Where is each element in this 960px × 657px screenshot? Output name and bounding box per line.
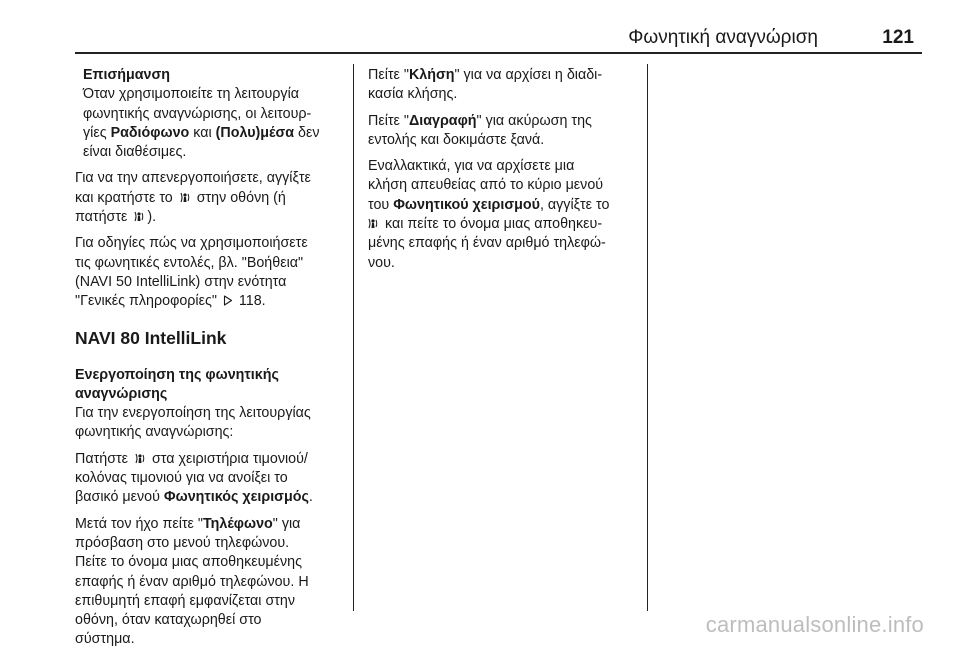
text-line: (NAVI 50 IntelliLink) στην ενότητα <box>75 273 287 290</box>
text-run: Πείτε " <box>368 67 409 83</box>
text-run: πατήστε <box>75 209 132 226</box>
voice-command-icon <box>180 191 190 204</box>
text-run: Μετά τον ήχο πείτε " <box>75 515 203 532</box>
text-line <box>368 66 633 85</box>
watermark: carmanualsonline.info <box>705 612 924 637</box>
text-run: " για ακύρωση της <box>476 112 592 129</box>
text-run: , αγγίξτε το <box>539 196 610 213</box>
page-reference-arrow-icon <box>223 295 233 306</box>
bold-term-delete: Διαγραφή <box>408 112 477 129</box>
text-line: εντολής και δοκιμάστε ξανά. <box>368 131 545 148</box>
text-line <box>75 450 345 469</box>
page-number: 121 <box>882 27 914 48</box>
voice-command-icon <box>135 452 145 465</box>
voice-command-icon <box>368 217 378 230</box>
page-reference-link[interactable]: 118. <box>234 293 266 310</box>
text-run: στην οθόνη (ή <box>192 189 286 206</box>
text-line <box>368 112 633 131</box>
column-divider-left <box>353 64 354 611</box>
note-title: Επισήμανση <box>83 67 170 83</box>
paragraph-help-reference <box>75 234 345 311</box>
text-line: σύστημα. <box>75 631 135 648</box>
text-line: πρόσβαση στο μενού τηλεφώνου. <box>75 534 290 551</box>
paragraph-deactivate <box>75 169 345 227</box>
text-line <box>75 208 345 227</box>
text-line: Για την ενεργοποίηση της λειτουργίας <box>75 405 311 422</box>
paragraph-call <box>368 66 633 105</box>
paragraph-phone <box>75 515 345 650</box>
text-run: "Γενικές πληροφορίες" <box>75 293 221 310</box>
text-line: τις φωνητικές εντολές, βλ. "Βοήθεια" <box>75 254 304 271</box>
section-heading: NAVI 80 IntelliLink <box>75 327 227 348</box>
text-line: είναι διαθέσιμες. <box>83 144 187 161</box>
bold-term-media: (Πολυ)μέσα <box>215 124 295 141</box>
paragraph-alternative <box>368 157 633 273</box>
subsection-activation <box>75 366 345 443</box>
text-line <box>75 189 345 208</box>
text-run: Πατήστε <box>75 450 133 467</box>
voice-command-icon <box>134 210 144 223</box>
text-line: επαφής ή έναν αριθμό τηλεφώνου. Η <box>75 573 309 590</box>
text-line: φωνητικής αναγνώρισης: <box>75 424 234 441</box>
text-line: Όταν χρησιμοποιείτε τη λειτουργία <box>83 86 300 103</box>
column-divider-right <box>647 64 648 611</box>
right-column <box>368 66 633 280</box>
text-line <box>75 292 345 311</box>
text-line: επιθυμητή επαφή εμφανίζεται στην <box>75 592 296 609</box>
text-line: νου. <box>368 254 395 271</box>
header-title: Φωνητική αναγνώριση <box>628 27 818 48</box>
text-run: " για να αρχίσει η διαδι- <box>454 67 603 83</box>
subsection-heading: αναγνώρισης <box>75 385 168 402</box>
text-line: κασία κλήσης. <box>368 86 458 103</box>
text-run: ). <box>147 209 157 226</box>
left-column <box>75 66 345 657</box>
text-run: του <box>368 196 394 213</box>
text-line: Πείτε το όνομα μιας αποθηκευμένης <box>75 554 303 571</box>
text-line: μένης επαφής ή έναν αριθμό τηλεφώ- <box>368 235 606 252</box>
text-line <box>368 215 633 234</box>
bold-term-voice-control: Φωνητικός χειρισμός <box>163 489 309 506</box>
text-run: βασικό μενού <box>75 489 164 506</box>
paragraph-press-steering <box>75 450 345 508</box>
bold-term-call: Κλήση <box>408 67 455 83</box>
text-run: Πείτε " <box>368 112 409 129</box>
text-line: οθόνη, όταν καταχωρηθεί στο <box>75 612 262 629</box>
text-line: Για να την απενεργοποιήσετε, αγγίξτε <box>75 170 311 187</box>
header-rule <box>75 52 922 54</box>
page-header <box>75 27 922 49</box>
text-line: Εναλλακτικά, για να αρχίσετε μια <box>368 158 575 175</box>
bold-term-voice-control-menu: Φωνητικού χειρισμού <box>393 196 540 213</box>
text-line: Για οδηγίες πώς να χρησιμοποιήσετε <box>75 235 308 252</box>
text-run: και <box>189 124 216 141</box>
text-run: και κρατήστε το <box>75 189 177 206</box>
subsection-heading: Ενεργοποίηση της φωνητικής <box>75 366 279 383</box>
bold-term-phone: Τηλέφωνο <box>202 515 273 532</box>
text-line: κολόνας τιμονιού για να ανοίξει το <box>75 470 288 487</box>
text-line: κλήση απευθείας από το κύριο μενού <box>368 177 604 194</box>
text-run: στα χειριστήρια τιμονιού/ <box>148 450 308 467</box>
text-line <box>368 196 633 215</box>
text-run: δεν <box>294 124 320 141</box>
paragraph-delete <box>368 112 633 151</box>
text-line <box>75 515 345 534</box>
text-run: " για <box>272 515 301 532</box>
text-line: φωνητικής αναγνώρισης, οι λειτουρ- <box>83 105 312 122</box>
text-run: γίες <box>83 124 111 141</box>
bold-term-radio: Ραδιόφωνο <box>110 124 190 141</box>
text-run: . <box>308 489 313 506</box>
text-run: και πείτε το όνομα μιας αποθηκευ- <box>381 216 603 233</box>
note-block <box>75 66 345 162</box>
text-line <box>75 488 345 507</box>
text-line <box>83 124 345 143</box>
